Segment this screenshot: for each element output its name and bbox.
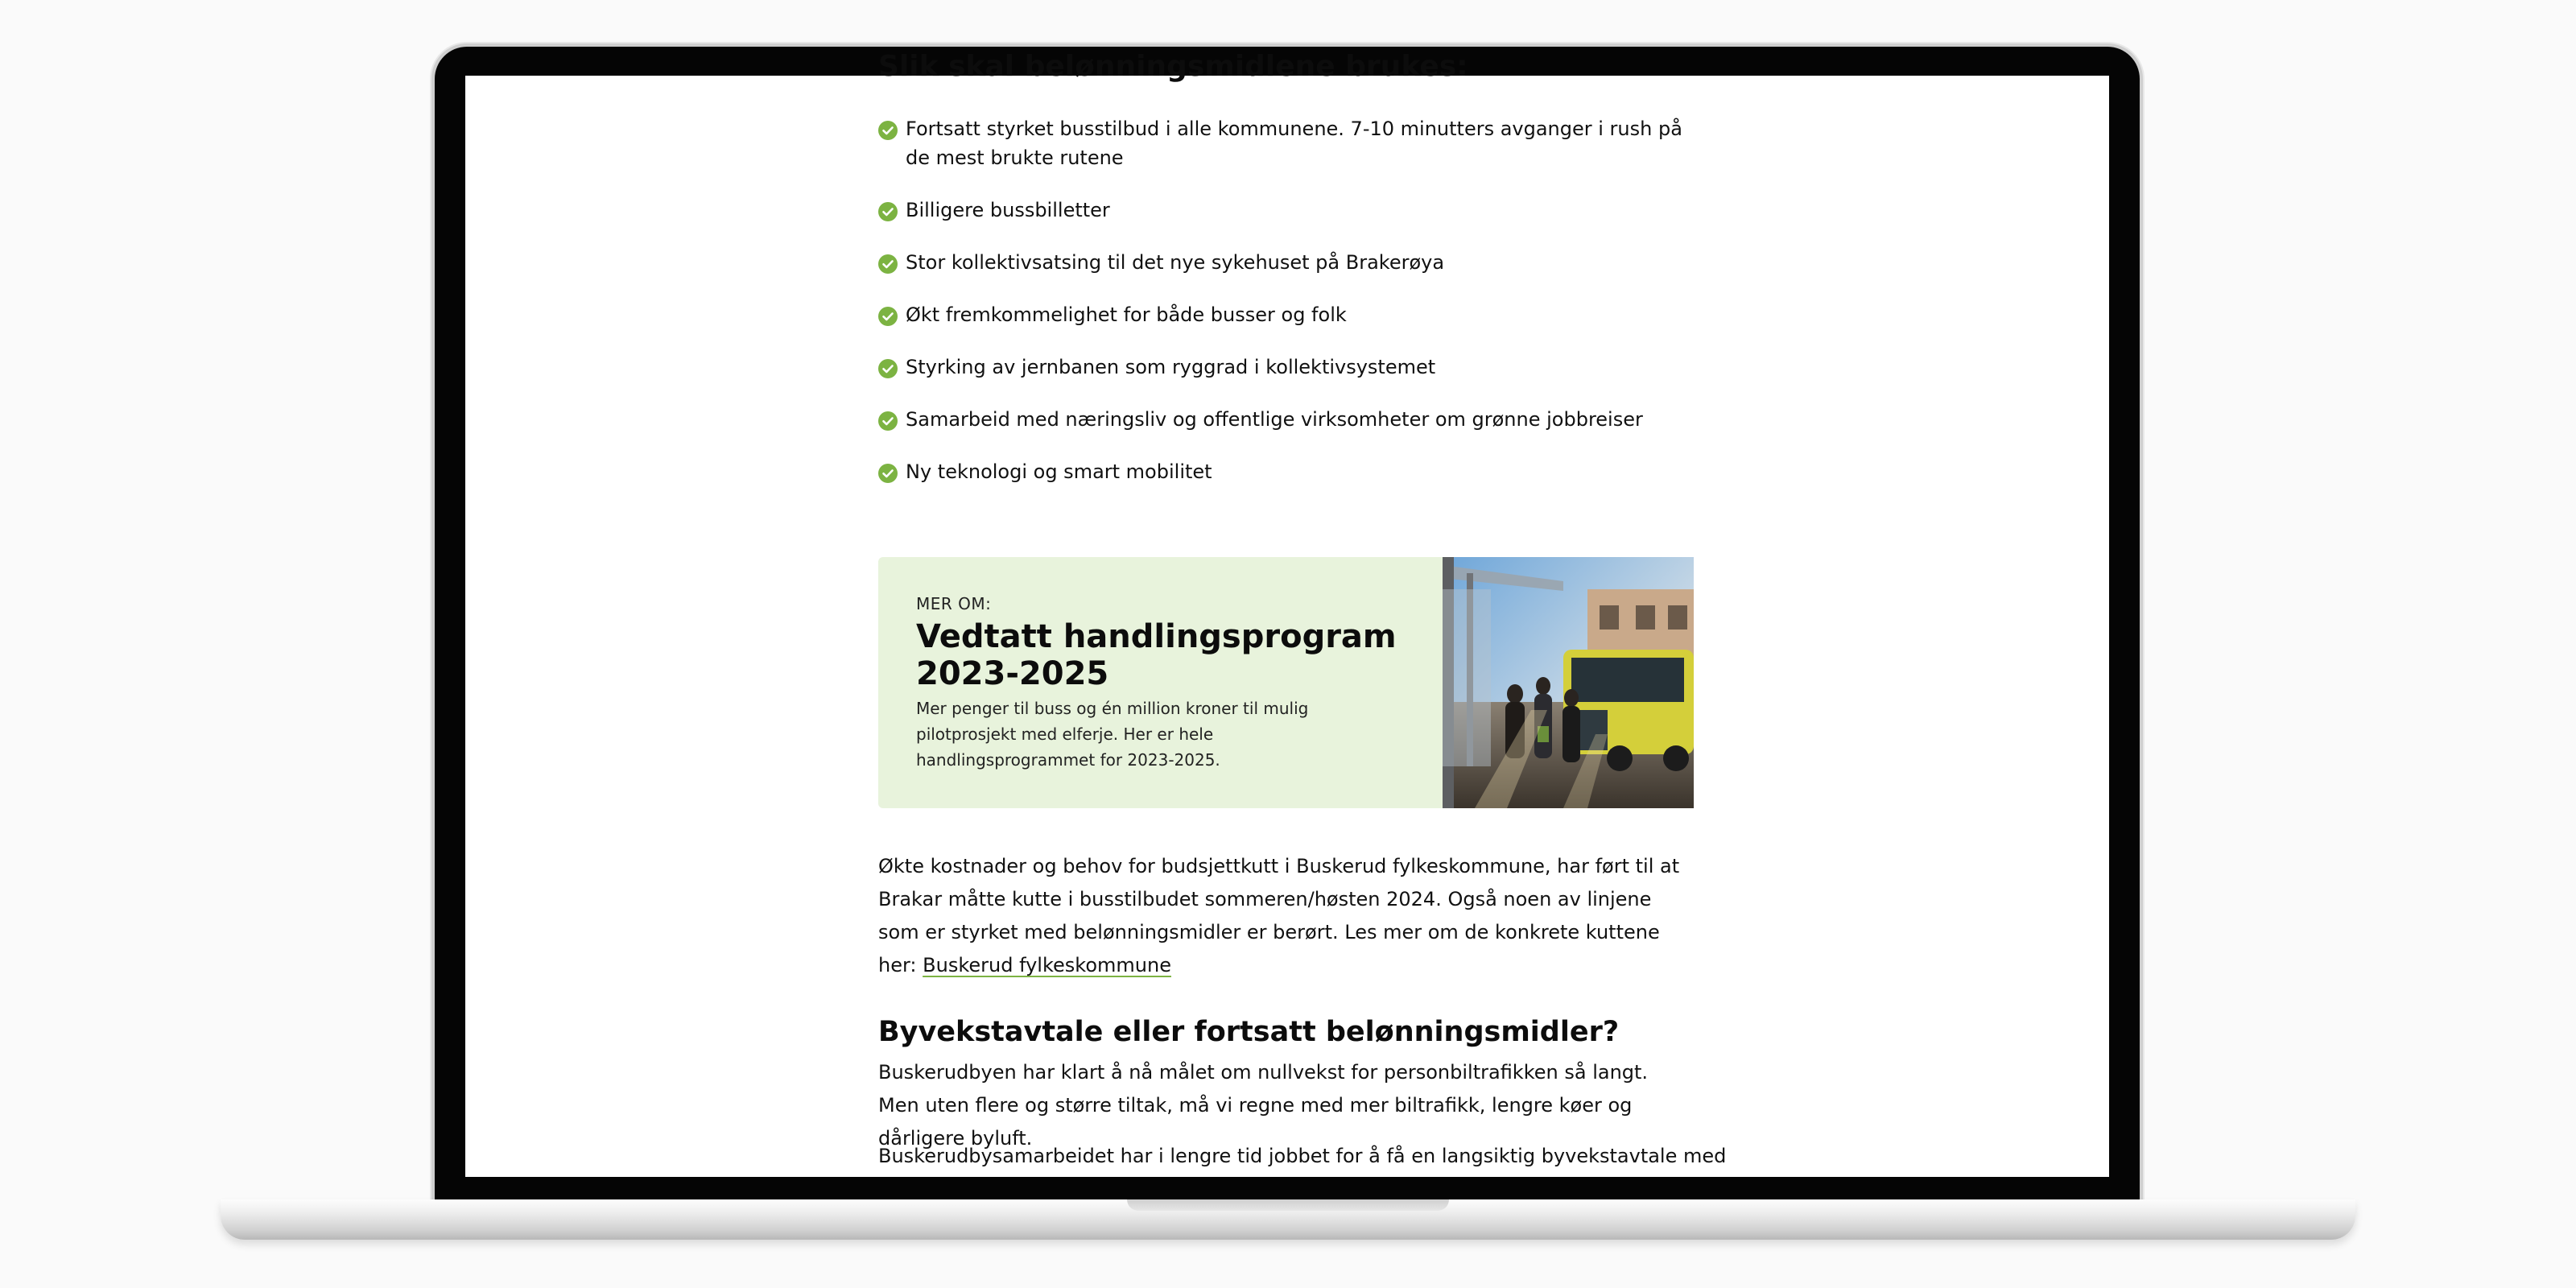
list-item-text: Fortsatt styrket busstilbud i alle kommunene. 7-10 minutters avganger i rush på de mest brukte rutene — [906, 118, 1682, 169]
browser-viewport[interactable] — [465, 50, 2109, 1177]
check-circle-icon — [878, 121, 898, 140]
list-item-text: Økt fremkommelighet for både busser og folk — [906, 303, 1347, 326]
body-paragraph — [878, 850, 1691, 982]
check-circle-icon — [878, 202, 898, 221]
buskerud-fylkeskommune-link[interactable]: Buskerud fylkeskommune — [923, 954, 1171, 976]
section-heading: Slik skal belønningsmidlene brukes: — [878, 50, 1468, 83]
check-circle-icon — [878, 307, 898, 326]
card-description: Mer penger til buss og én million kroner til mulig pilotprosjekt med elferje. Her er hele handlingsprogrammet for 2023-2025. — [916, 699, 1309, 770]
list-item — [878, 353, 1699, 382]
check-circle-icon — [878, 411, 898, 431]
check-circle-icon — [878, 359, 898, 378]
list-item — [878, 114, 1699, 172]
check-circle-icon — [878, 254, 898, 274]
card-eyebrow: MER OM: — [916, 594, 992, 613]
related-article-card[interactable] — [878, 557, 1694, 808]
laptop-base-notch — [1127, 1199, 1449, 1211]
list-item-text: Ny teknologi og smart mobilitet — [906, 460, 1212, 483]
body-paragraph: Buskerudbyen har klart å nå målet om nullvekst for personbiltrafikken så langt. Men uten flere og større tiltak, må vi regne med mer biltrafikk, lengre køer og dårligere byluft. — [878, 1061, 1649, 1150]
list-item — [878, 248, 1699, 277]
list-item-text: Styrking av jernbanen som ryggrad i kollektivsystemet — [906, 356, 1436, 378]
card-title[interactable]: Vedtatt handlingsprogram 2023-2025 — [916, 618, 1397, 692]
list-item-text: Stor kollektivsatsing til det nye sykehuset på Brakerøya — [906, 251, 1445, 274]
list-item-text: Samarbeid med næringsliv og offentlige virksomheter om grønne jobbreiser — [906, 408, 1643, 431]
benefit-list — [878, 114, 1699, 510]
list-item — [878, 196, 1699, 225]
body-paragraph: Buskerudbysamarbeidet har i lengre tid jobbet for å få en langsiktig byvekstavtale med — [878, 1145, 1727, 1167]
paragraph-text: Økte kostnader og behov for budsjettkutt i Buskerud fylkeskommune, har ført til at Brakar måtte kutte i busstilbudet sommeren/høsten 2024. Også noen av linjene som er styrket med belønningsmidler er berørt. Les mer om de konkrete kuttene her: — [878, 855, 1680, 976]
check-circle-icon — [878, 464, 898, 483]
list-item — [878, 405, 1699, 434]
list-item — [878, 300, 1699, 329]
section-heading: Byvekstavtale eller fortsatt belønningsmidler? — [878, 1016, 1620, 1048]
list-item — [878, 457, 1699, 486]
list-item-text: Billigere bussbilletter — [906, 199, 1110, 221]
bus-stop-photo — [1443, 557, 1694, 808]
